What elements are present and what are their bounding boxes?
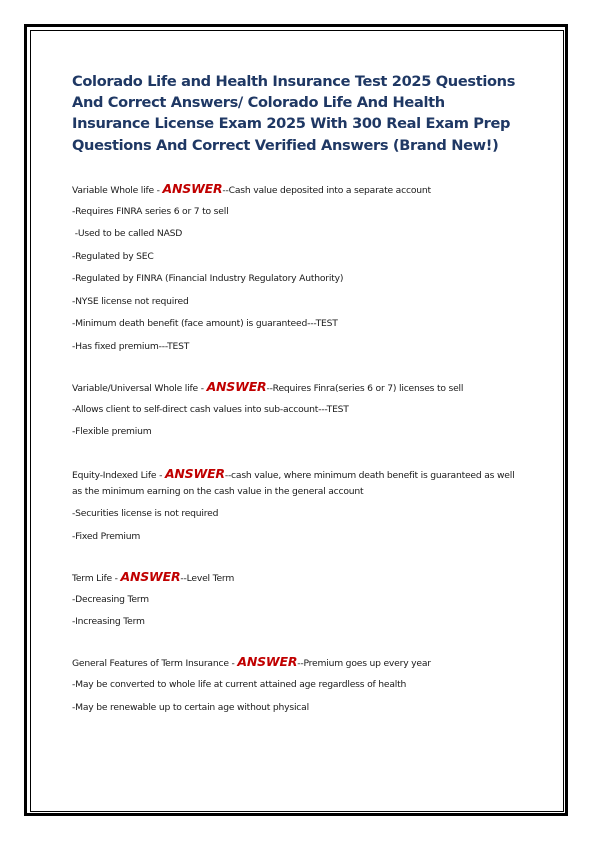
answer-detail-line: -Requires FINRA series 6 or 7 to sell [72,205,229,217]
answer-detail-line: -NYSE license not required [72,295,189,307]
answer-detail-line: -Minimum death benefit (face amount) is guaranteed---TEST [72,318,338,330]
answer-label: ANSWER [206,378,267,394]
answer-detail-line: -Allows client to self-direct cash values into sub-account---TEST [72,403,349,415]
answer-detail-line: -Used to be called NASD [72,228,183,240]
answer-label: ANSWER [164,466,225,482]
answer-detail-line: -Increasing Term [72,616,145,628]
document-title: Colorado Life and Health Insurance Test 2025 Questions And Correct Answers/ Colorado Life And Health Insurance License Exam 2025 With 300 Real Exam Prep Questions And Correct Verified Answers (Brand New!) [72,73,516,154]
answer-definition: --Cash value deposited into a separate account [222,184,431,196]
answer-detail-line: -Flexible premium [72,426,152,438]
answer-definition: --Requires Finra(series 6 or 7) licenses to sell [266,382,464,394]
answer-detail-line: -Regulated by FINRA (Financial Industry Regulatory Authority) [72,273,344,285]
qa-section [72,656,527,714]
question-term: Variable Whole life - [72,184,163,196]
question-line [72,568,527,585]
document-body [72,71,527,742]
answer-detail-line: -Securities license is not required [72,508,219,520]
question-line [72,180,527,197]
qa-section [72,180,527,353]
question-line [72,378,527,395]
answer-detail-line: -May be converted to whole life at current attained age regardless of health [72,679,407,691]
question-term: Term Life - [72,572,121,584]
answer-label: ANSWER [237,654,298,670]
answer-label: ANSWER [162,180,223,196]
question-term: General Features of Term Insurance - [72,658,238,670]
answer-definition: --Level Term [180,572,235,584]
question-term: Variable/Universal Whole life - [72,382,207,394]
answer-definition: --cash value, where minimum death benefit is guaranteed as well as the minimum earning on the cash value in the general account [72,470,515,497]
answer-label: ANSWER [120,568,181,584]
answer-detail-line: -Has fixed premium---TEST [72,340,190,352]
answer-detail-line: -May be renewable up to certain age without physical [72,701,309,713]
question-line [72,656,527,670]
answer-detail-line: -Regulated by SEC [72,250,154,262]
answer-definition: --Premium goes up every year [297,658,431,670]
question-line [72,466,527,499]
answer-detail-line: -Decreasing Term [72,593,149,605]
qa-section [72,466,527,543]
qa-sections [72,180,527,714]
question-term: Equity-Indexed Life - [72,470,165,482]
qa-section [72,568,527,629]
qa-section [72,378,527,439]
answer-detail-line: -Fixed Premium [72,530,141,542]
